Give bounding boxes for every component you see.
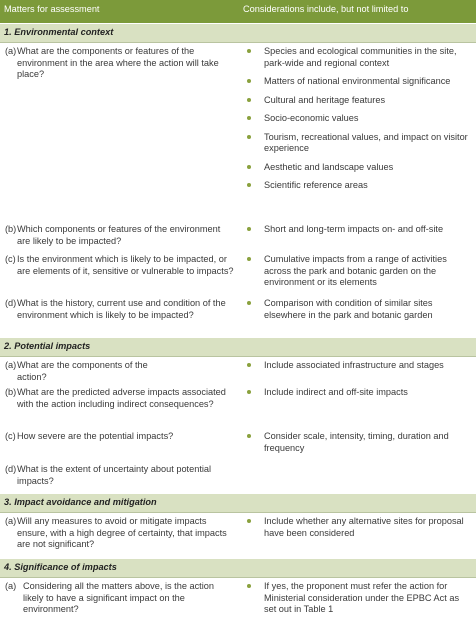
table-row [0, 224, 476, 254]
consideration-item: Socio-economic values [244, 113, 472, 125]
consideration-item: Aesthetic and landscape values [244, 162, 472, 174]
table-row [0, 254, 476, 298]
consideration-item: Scientific reference areas [244, 180, 472, 192]
consideration-item: Tourism, recreational values, and impact on visitor experience [244, 132, 472, 155]
considerations-list [244, 298, 472, 321]
row-label: (a) [5, 516, 17, 526]
consideration-item: Species and ecological communities in the site, park-wide and regional context [244, 46, 472, 69]
table-row [0, 578, 476, 624]
row-question: Is the environment which is likely to be impacted, or are elements of it, sensitive or vulnerable to impacts? [17, 254, 234, 276]
row-question: What are the components of the action? [17, 360, 148, 382]
row-question: What are the components or features of the environment in the area where the action will take place? [17, 46, 219, 79]
section-title: 4. Significance of impacts [0, 559, 239, 578]
row-question: Which components or features of the environment are likely to be impacted? [17, 224, 221, 246]
considerations-list [244, 516, 472, 539]
header-matters: Matters for assessment [0, 0, 239, 24]
row-question: Will any measures to avoid or mitigate impacts ensure, with a high degree of certainty, that impacts are not significant? [17, 516, 227, 549]
table-row [0, 298, 476, 338]
section-title: 2. Potential impacts [0, 338, 239, 357]
consideration-item: Short and long-term impacts on- and off-site [244, 224, 472, 236]
row-question: Considering all the matters above, is the action likely to have a significant impact on the environment? [23, 581, 214, 614]
consideration-item: If yes, the proponent must refer the action for Ministerial consideration under the EPBC Act as set out in Table 1 [244, 581, 472, 616]
row-label: (b) [5, 387, 17, 397]
table-row [0, 357, 476, 387]
section-impact-avoidance [0, 494, 476, 513]
row-label: (c) [5, 254, 16, 264]
table-row [0, 387, 476, 431]
row-question: How severe are the potential impacts? [17, 431, 174, 441]
row-label: (a) [5, 46, 17, 56]
table-row [0, 513, 476, 559]
considerations-list [244, 360, 472, 372]
table-header [0, 0, 476, 24]
section-significance [0, 559, 476, 578]
row-label: (b) [5, 224, 17, 234]
section-environmental-context [0, 24, 476, 43]
consideration-item: Include whether any alternative sites for proposal have been considered [244, 516, 472, 539]
consideration-item: Cumulative impacts from a range of activities across the park and botanic garden on the environment or its elements [244, 254, 472, 289]
header-considerations: Considerations include, but not limited to [239, 0, 476, 24]
section-title: 1. Environmental context [0, 24, 239, 43]
row-label: (a) [5, 360, 17, 370]
row-label: (a) [5, 581, 17, 591]
consideration-item: Comparison with condition of similar sites elsewhere in the park and botanic garden [244, 298, 472, 321]
consideration-item: Include associated infrastructure and stages [244, 360, 472, 372]
consideration-item: Cultural and heritage features [244, 95, 472, 107]
row-question: What are the predicted adverse impacts associated with the action including indirect consequences? [17, 387, 226, 409]
consideration-item: Consider scale, intensity, timing, duration and frequency [244, 431, 472, 454]
section-title: 3. Impact avoidance and mitigation [0, 494, 239, 513]
table-row [0, 43, 476, 224]
row-label: (d) [5, 298, 17, 308]
considerations-list [244, 387, 472, 399]
considerations-list [244, 581, 472, 616]
row-label: (d) [5, 464, 17, 474]
considerations-list [244, 431, 472, 454]
row-label: (c) [5, 431, 16, 441]
considerations-list [244, 224, 472, 236]
considerations-list [244, 254, 472, 289]
row-question: What is the extent of uncertainty about potential impacts? [17, 464, 212, 486]
considerations-list [244, 46, 472, 192]
table-row [0, 464, 476, 494]
row-question: What is the history, current use and condition of the environment which is likely to be impacted? [17, 298, 226, 320]
consideration-item: Matters of national environmental significance [244, 76, 472, 88]
table-row [0, 431, 476, 464]
section-potential-impacts [0, 338, 476, 357]
consideration-item: Include indirect and off-site impacts [244, 387, 472, 399]
